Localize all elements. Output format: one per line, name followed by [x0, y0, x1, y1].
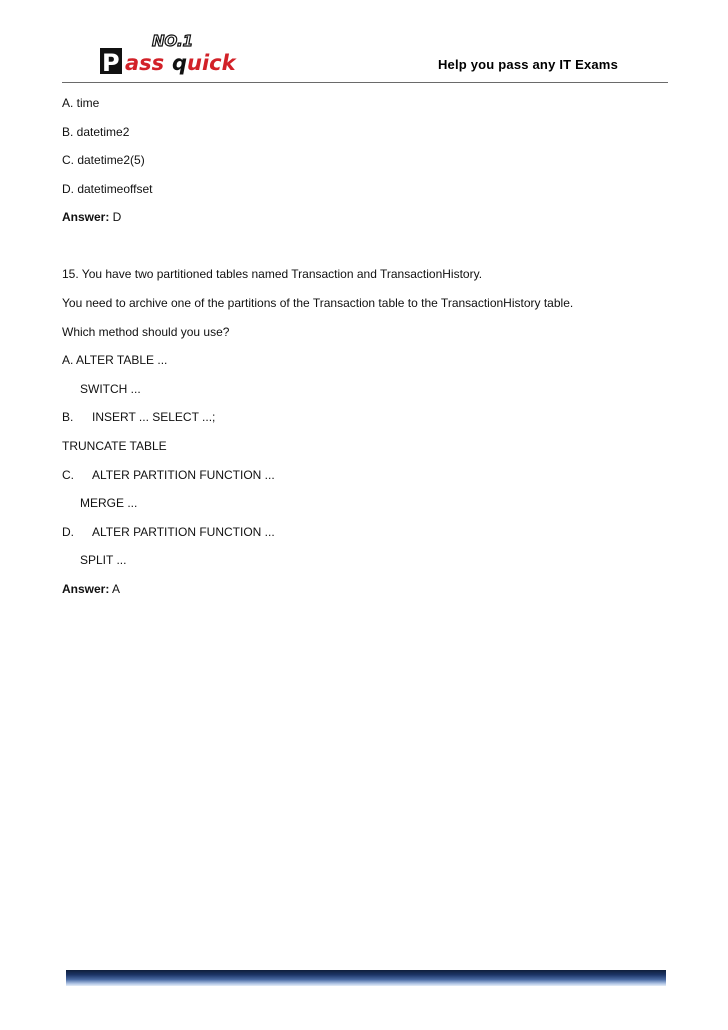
option-c-datetime2-5: C. datetime2(5): [62, 153, 145, 168]
answer-line-2: [62, 582, 662, 596]
logo-p: P: [102, 49, 120, 77]
answer-line-1: [62, 210, 662, 224]
option-b-text: INSERT ... SELECT ...;: [92, 410, 216, 425]
logo-q: q: [172, 51, 188, 75]
option-c-text: ALTER PARTITION FUNCTION ...: [92, 467, 275, 482]
option-c-letter: C.: [62, 467, 74, 482]
option-b-letter: B.: [62, 410, 74, 425]
logo-uick: uick: [187, 51, 236, 75]
question-15-stem: 15. You have two partitioned tables named Transaction and TransactionHistory.: [62, 267, 483, 282]
option-b-continuation: TRUNCATE TABLE: [62, 438, 167, 453]
footer-bar: [66, 970, 666, 986]
logo-ass: ass: [125, 51, 165, 75]
option-a-time: A. time: [62, 96, 100, 110]
option-a: A. ALTER TABLE ...: [62, 353, 168, 368]
option-c: [62, 468, 662, 482]
option-d-letter: D.: [62, 524, 74, 539]
document-body: [62, 96, 662, 611]
option-d: [62, 525, 662, 539]
answer-value: A: [109, 581, 121, 596]
page-header: [0, 0, 728, 92]
option-c-continuation: MERGE ...: [80, 496, 138, 511]
question-15-need: You need to archive one of the partitions of the Transaction table to the TransactionHistory table.: [62, 295, 574, 310]
answer-label: Answer:: [62, 210, 110, 225]
logo-no1: NO.1: [152, 32, 194, 50]
answer-value: D: [109, 210, 122, 225]
passquick-logo: [96, 28, 276, 78]
answer-label: Answer:: [62, 581, 110, 596]
option-a-continuation: SWITCH ...: [80, 381, 141, 396]
option-d-datetimeoffset: D. datetimeoffset: [62, 181, 153, 196]
option-d-text: ALTER PARTITION FUNCTION ...: [92, 524, 275, 539]
option-b-datetime2: B. datetime2: [62, 124, 130, 139]
option-d-continuation: SPLIT ...: [80, 553, 127, 568]
question-15-ask: Which method should you use?: [62, 324, 230, 339]
option-b: [62, 410, 662, 424]
header-tagline: Help you pass any IT Exams: [437, 57, 618, 72]
header-divider: [62, 82, 668, 83]
